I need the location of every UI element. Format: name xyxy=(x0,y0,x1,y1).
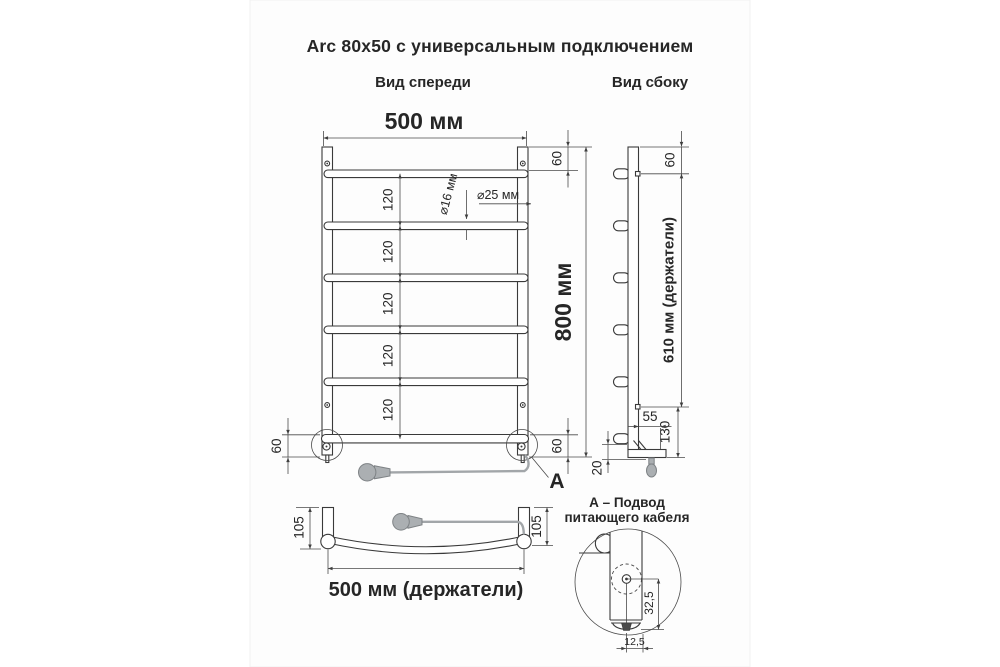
detail-nut xyxy=(622,623,632,631)
side-plug-icon xyxy=(647,464,657,477)
detail-gland-depth-dim: 32,5 xyxy=(642,591,656,615)
holders-plug-icon xyxy=(393,514,410,531)
post-diameter-label: ⌀25 мм xyxy=(476,188,520,202)
front-view-label: Вид спереди xyxy=(375,74,471,91)
side-bracket-depth-dim: 55 xyxy=(642,409,658,424)
side-top-offset-dim: 60 xyxy=(662,152,678,168)
side-view-label: Вид сбоку xyxy=(611,74,689,91)
side-cable-clearance-dim: 20 xyxy=(589,460,605,476)
side-bracket-tick-top xyxy=(636,172,641,177)
front-bottom-left-offset-dim: 60 xyxy=(269,438,284,454)
callout-A-label: А xyxy=(549,470,565,493)
rung-spacing-5: 120 xyxy=(380,398,396,422)
rung-5 xyxy=(324,378,528,386)
front-right-post-stub xyxy=(521,455,524,463)
front-top-offset-dim: 60 xyxy=(549,150,565,167)
rung-spacing-4: 120 xyxy=(380,344,396,368)
detail-caption-line1: А – Подвод xyxy=(589,495,665,510)
side-bottom-section-dim: 130 xyxy=(657,420,673,444)
rung-spacing-1: 120 xyxy=(380,188,396,212)
front-bottom-right-offset-dim: 60 xyxy=(549,438,565,454)
front-height-dim: 800 мм xyxy=(550,262,576,342)
holder-offset-left-dim: 105 xyxy=(291,516,307,539)
side-plug-neck xyxy=(649,458,654,464)
bottom-collector xyxy=(322,435,529,443)
rung-2 xyxy=(324,222,528,230)
holder-offset-right-dim: 105 xyxy=(529,515,544,538)
rung-3 xyxy=(324,274,528,282)
drawing-title: Arc 80x50 с универсальным подключением xyxy=(306,36,694,56)
rung-4 xyxy=(324,326,528,334)
front-plug-icon xyxy=(359,464,376,481)
rung-spacing-2: 120 xyxy=(380,240,396,264)
front-width-dim: 500 мм xyxy=(384,108,464,134)
side-bracket-tick-bottom xyxy=(636,405,641,410)
front-right-post xyxy=(518,147,529,455)
front-left-post-stub xyxy=(326,455,329,463)
holders-width-dim: 500 мм (держатели) xyxy=(328,579,524,601)
detail-gland-offset-dim: 12,5 xyxy=(624,636,645,648)
side-holders-span-dim: 610 мм (держатели) xyxy=(660,217,678,363)
holder-left-end xyxy=(321,534,335,548)
side-bottom-bracket xyxy=(628,450,666,458)
detail-caption-line2: питающего кабеля xyxy=(564,510,690,525)
rung-1 xyxy=(324,170,528,178)
rung-spacing-3: 120 xyxy=(380,292,396,316)
rung-diameter-label: ⌀16 мм xyxy=(435,171,461,217)
front-left-post xyxy=(322,147,333,455)
